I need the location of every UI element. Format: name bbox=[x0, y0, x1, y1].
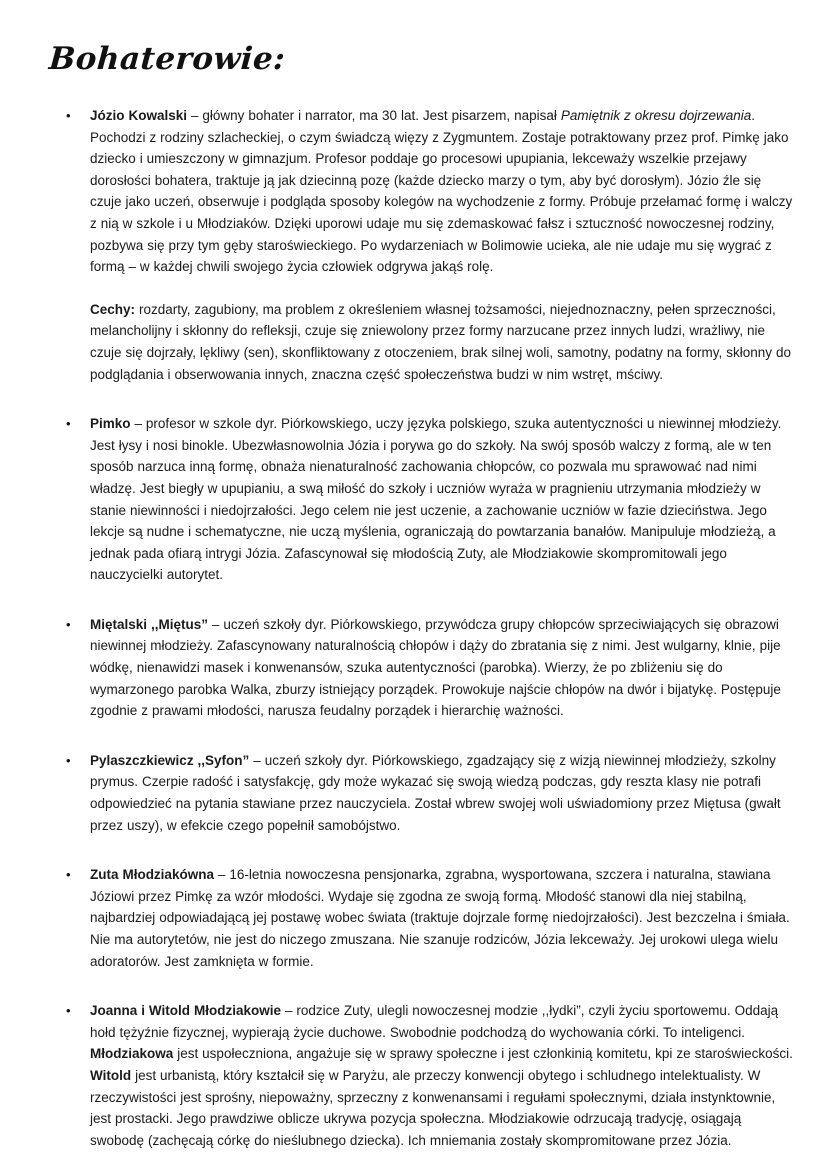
text-run-bold: Młodziakowa bbox=[90, 1046, 174, 1062]
character-entry bbox=[90, 750, 795, 836]
character-entry bbox=[90, 614, 795, 722]
paragraph bbox=[90, 1000, 795, 1151]
paragraph bbox=[90, 299, 795, 385]
bullet-icon: • bbox=[66, 416, 71, 432]
page-title: Bohaterowie: bbox=[47, 41, 287, 77]
bullet-icon: • bbox=[66, 752, 71, 768]
list-item-joanna-i-witold-mlodziakowie bbox=[66, 1000, 795, 1151]
paragraph bbox=[90, 413, 795, 586]
text-run-bold: Zuta Młodziakówna bbox=[90, 867, 214, 883]
text-run-bold: Joanna i Witold Młodziakowie bbox=[90, 1003, 281, 1019]
text-run-normal: rozdarty, zagubiony, ma problem z określeniem własnej tożsamości, niejednoznaczny, pełen sprzeczności, melancholijny i skłonny do refleksji, czuje się zniewolony przez formy narzucane przez innych ludzi, wrażliwy, nie czuje się dojrzały, lękliwy (sen), skonfliktowany z otoczeniem, brak silnej woli, samotny, podatny na formy, skłonny do podglądania i obserwowania innych, znaczna część społeczeństwa budzi w nim wstręt, mściwy. bbox=[90, 301, 791, 382]
bullet-icon: • bbox=[66, 108, 71, 123]
list-item-zuta-mlodziakowna bbox=[66, 864, 795, 972]
list-item-jozio-kowalski bbox=[66, 105, 795, 385]
text-run-normal: . Pochodzi z rodziny szlacheckiej, o czym świadczą więzy z Zygmuntem. Zostaje potraktowany przez prof. Pimkę jako dziecko i umieszczony w gimnazjum. Profesor poddaje go procesowi upupiania, lekceważy wszelkie przejawy dorosłości bohatera, traktuje ją jak dziecinną pozę (każde dziecko marzy o tym, aby być dorosłym). Józio źle się czuje jako uczeń, obserwuje i podgląda sposoby kolegów na wychodzenie z formy. Próbuje przełamać formę i walczy z nią w szkole i u Młodziaków. Dzięki uporowi udaje mu się zdemaskować fałsz i sztuczność nowoczesnej rodziny, pozbywa się przy tym gęby staroświeckiego. Po wydarzeniach w Bolimowie ucieka, ale nie udaje mu się wygrać z formą – w każdej chwili swojego życia człowiek odgrywa jakąś rolę. bbox=[90, 108, 793, 275]
character-list bbox=[48, 105, 795, 1151]
text-run-normal: – profesor w szkole dyr. Piórkowskiego, uczy języka polskiego, szuka autentyczności u niewinnej młodzieży. Jest łysy i nosi binokle. Ubezwłasnowolnia Józia i porywa go do szkoły. Na swój sposób walczy z formą, ale w ten sposób narzuca inną formę, obnaża nienaturalność zachowania chłopców, co pozwala mu sprawować nad nimi władzę. Jest biegły w upupianiu, a swą miłość do szkoły i uczniów wyraża w pragnieniu utrzymania młodzieży w stanie niewinności i niedojrzałości. Jego celem nie jest uczenie, a zachowanie uczniów w fazie dzieciństwa. Jego lekcje są nudne i schematyczne, nie uczą myślenia, ograniczają do powtarzania banałów. Manipuluje młodzieżą, a jednak pada ofiarą intrygi Józia. Zafascynował się młodością Zuty, ale Młodziakowie skompromitowali jego nauczycielki autorytet. bbox=[90, 416, 782, 583]
text-run-normal: – uczeń szkoły dyr. Piórkowskiego, zgadzający się z wizją niewinnej młodzieży, szkolny prymus. Czerpie radość i satysfakcję, gdy może wykazać się swoją wiedzą podczas, gdy reszta klasy nie potrafi odpowiedzieć na pytania stawiane przez nauczyciela. Został wbrew swojej woli uświadomiony przez Miętusa (gwałt przez uszy), w efekcie czego popełnił samobójstwo. bbox=[90, 752, 781, 833]
list-item-pimko bbox=[66, 413, 795, 586]
character-entry bbox=[90, 105, 795, 385]
list-item-mietalski-mietus bbox=[66, 614, 795, 722]
text-run-normal: jest urbanistą, który kształcił się w Paryżu, ale przeczy konwencji obytego i schludnego intelektualisty. W rzeczywistości jest sprośny, niepoważny, sprzeczny z konwenansami i regułami społecznymi, działa instynktownie, jest prostacki. Jego prawdziwe oblicze ukrywa pozycja społeczna. Młodziakowie odrzucają tradycję, osiągają swobodę (zachęcają córkę do nieślubnego dziecka). Ich mniemania zostały skompromitowane przez Józia. bbox=[90, 1067, 776, 1148]
text-run-bold: Miętalski ,,Miętus” bbox=[90, 616, 208, 632]
text-run-bold: Cechy: bbox=[90, 301, 136, 317]
bullet-icon: • bbox=[66, 1003, 71, 1019]
paragraph bbox=[90, 105, 795, 278]
list-item-pylaszczkiewicz-syfon bbox=[66, 750, 795, 836]
text-run-bold: Witold bbox=[90, 1067, 132, 1083]
bullet-icon: • bbox=[66, 616, 71, 632]
text-run-normal: jest uspołeczniona, angażuje się w sprawy społeczne i jest członkinią komitetu, kpi ze staroświeckości. bbox=[173, 1046, 793, 1062]
paragraph bbox=[90, 750, 795, 836]
paragraph bbox=[90, 864, 795, 972]
character-entry bbox=[90, 864, 795, 972]
text-run-italic: Pamiętnik z okresu dojrzewania bbox=[560, 108, 752, 123]
bullet-icon: • bbox=[66, 867, 71, 883]
text-run-normal: – uczeń szkoły dyr. Piórkowskiego, przywódcza grupy chłopców sprzeciwiających się obrazowi niewinnej młodzieży. Zafascynowany naturalnością chłopów i dąży do zbratania się z nimi. Jest wulgarny, klnie, pije wódkę, nienawidzi masek i konwenansów, szuka autentyczności (parobka). Wierzy, że po zbliżeniu się do wymarzonego parobka Walka, zburzy istniejący porządek. Prowokuje najście chłopów na dwór i bijatykę. Postępuje zgodnie z prawami młodości, narusza feudalny porządek i hierarchię ważności. bbox=[90, 616, 781, 719]
text-run-bold: Pimko bbox=[90, 416, 131, 432]
character-entry bbox=[90, 1000, 795, 1151]
text-run-normal: – rodzice Zuty, ulegli nowoczesnej modzie ,,łydki”, czyli życiu sportowemu. Oddają hołd tężyźnie fizycznej, wypierają życie duchowe. Swobodnie podchodzą do wychowania córki. To inteligenci. bbox=[90, 1003, 779, 1040]
character-entry bbox=[90, 413, 795, 586]
paragraph bbox=[90, 614, 795, 722]
text-run-normal: – główny bohater i narrator, ma 30 lat. Jest pisarzem, napisał bbox=[186, 108, 561, 123]
text-run-bold: Józio Kowalski bbox=[90, 108, 187, 123]
text-run-bold: Pylaszczkiewicz ,,Syfon” bbox=[90, 752, 250, 768]
text-run-normal: – 16-letnia nowoczesna pensjonarka, zgrabna, wysportowana, szczera i naturalna, stawiana Józiowi przez Pimkę za wzór młodości. Wydaje się zgodna ze swoją formą. Młodość stanowi dla niej stabilną, najbardziej odpowiadającą jej postawę wobec świata (traktuje dojrzale formę niedojrzałości). Jest bezczelna i śmiała. Nie ma autorytetów, nie jest do niczego zmuszana. Nie szanuje rodziców, Józia lekceważy. Jej urokowi ulega wielu adoratorów. Jest zamknięta w formie. bbox=[90, 867, 790, 969]
